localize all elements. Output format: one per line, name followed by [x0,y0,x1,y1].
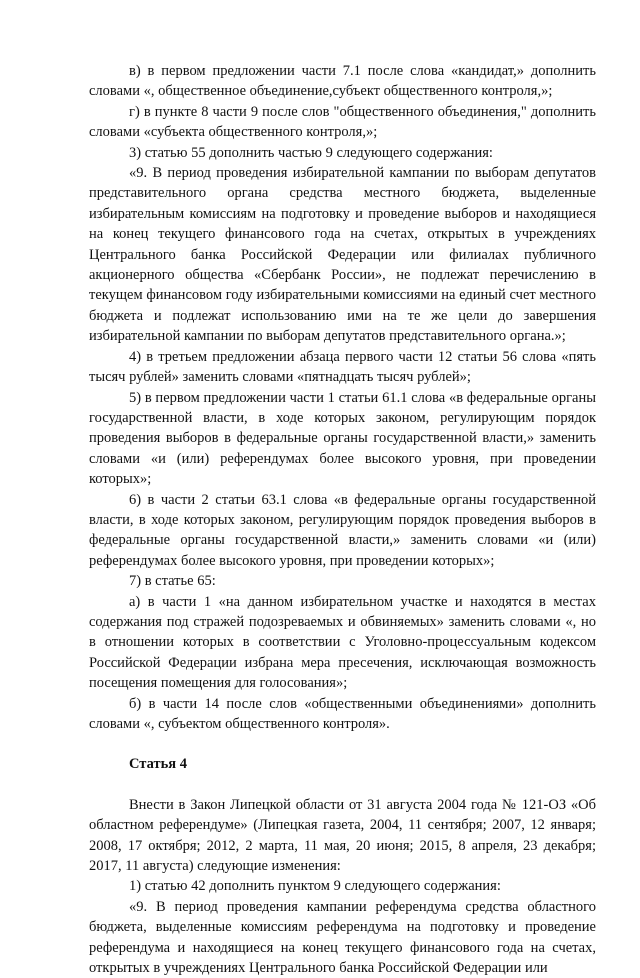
paragraph-article4-part-9: «9. В период проведения кампании референдума средства областного бюджета, выделенные комиссиям референдума на подготовку и проведение референдума и находящиеся на конец текущего финансового года на счетах, открытых в учреждениях Центрального банка Российской Федерации или [89,898,596,977]
paragraph-g: г) в пункте 8 части 9 после слов "общественного объединения," дополнить словами «субъекта общественного контроля,»; [89,103,596,141]
paragraph-part-9: «9. В период проведения избирательной кампании по выборам депутатов представительного органа средства местного бюджета, выделенные избирательным комиссиям на подготовку и проведение выборов и находящиеся на конец текущего финансового года на счетах, открытых в учреждениях Центрального банка Российской Федерации или филиалах публичного акционерного общества «Сбербанк России», не подлежат перечислению в текущем финансовом году избирательными комиссиями на единый счет местного бюджета и подлежат использованию ими на те же цели до завершения избирательной кампании по выборам депутатов представительного органа.»; [89,165,596,345]
paragraph-item-7a: а) в части 1 «на данном избирательном участке и находятся в местах содержания под стражей подозреваемых и обвиняемых» заменить словами «, но в отношении которых в соответствии с Уголовно-процессуальным кодексом Российской Федерации избрана мера пресечения, исключающая возможность посещения помещения для голосования»; [89,593,596,692]
paragraph-article4-intro: Внести в Закон Липецкой области от 31 августа 2004 года № 121-ОЗ «Об областном референдуме» (Липецкая газета, 2004, 11 сентября; 2007, 12 января; 2008, 17 октября; 2012, 2 марта, 11 мая, 20 июня; 2015, 8 апреля, 23 декабря; 2017, 11 августа) следующие изменения: [89,796,596,875]
paragraph-item-6: 6) в части 2 статьи 63.1 слова «в федеральные органы государственной власти, в ходе которых законом, регулирующим порядок проведения выборов в федеральные органы государственной власти,» заменить словами «и (или) референдумах более высокого уровня, при проведении которых»; [89,491,596,569]
document-body [89,61,596,978]
paragraph-v: в) в первом предложении части 7.1 после слова «кандидат,» дополнить словами «, общественное объединение,субъект общественного контроля,»; [89,63,596,100]
paragraph-item-7: 7) в статье 65: [129,573,216,590]
paragraph-item-4: 4) в третьем предложении абзаца первого части 12 статьи 56 слова «пять тысяч рублей» заменить словами «пятнадцать тысяч рублей»; [89,348,596,386]
paragraph-article4-item-1: 1) статью 42 дополнить пунктом 9 следующего содержания: [129,878,501,895]
paragraph-item-7b: б) в части 14 после слов «общественными объединениями» дополнить словами «, субъектом общественного контроля». [89,695,596,732]
paragraph-item-5: 5) в первом предложении части 1 статьи 61.1 слова «в федеральные органы государственной власти, в ходе которых законом, регулирующим порядок проведения выборов в федеральные органы государственной власти,» заменить словами «и (или) референдумах более высокого уровня, при проведении которых»; [89,389,596,488]
article-heading: Статья 4 [129,756,187,773]
paragraph-item-3: 3) статью 55 дополнить частью 9 следующего содержания: [129,144,493,161]
